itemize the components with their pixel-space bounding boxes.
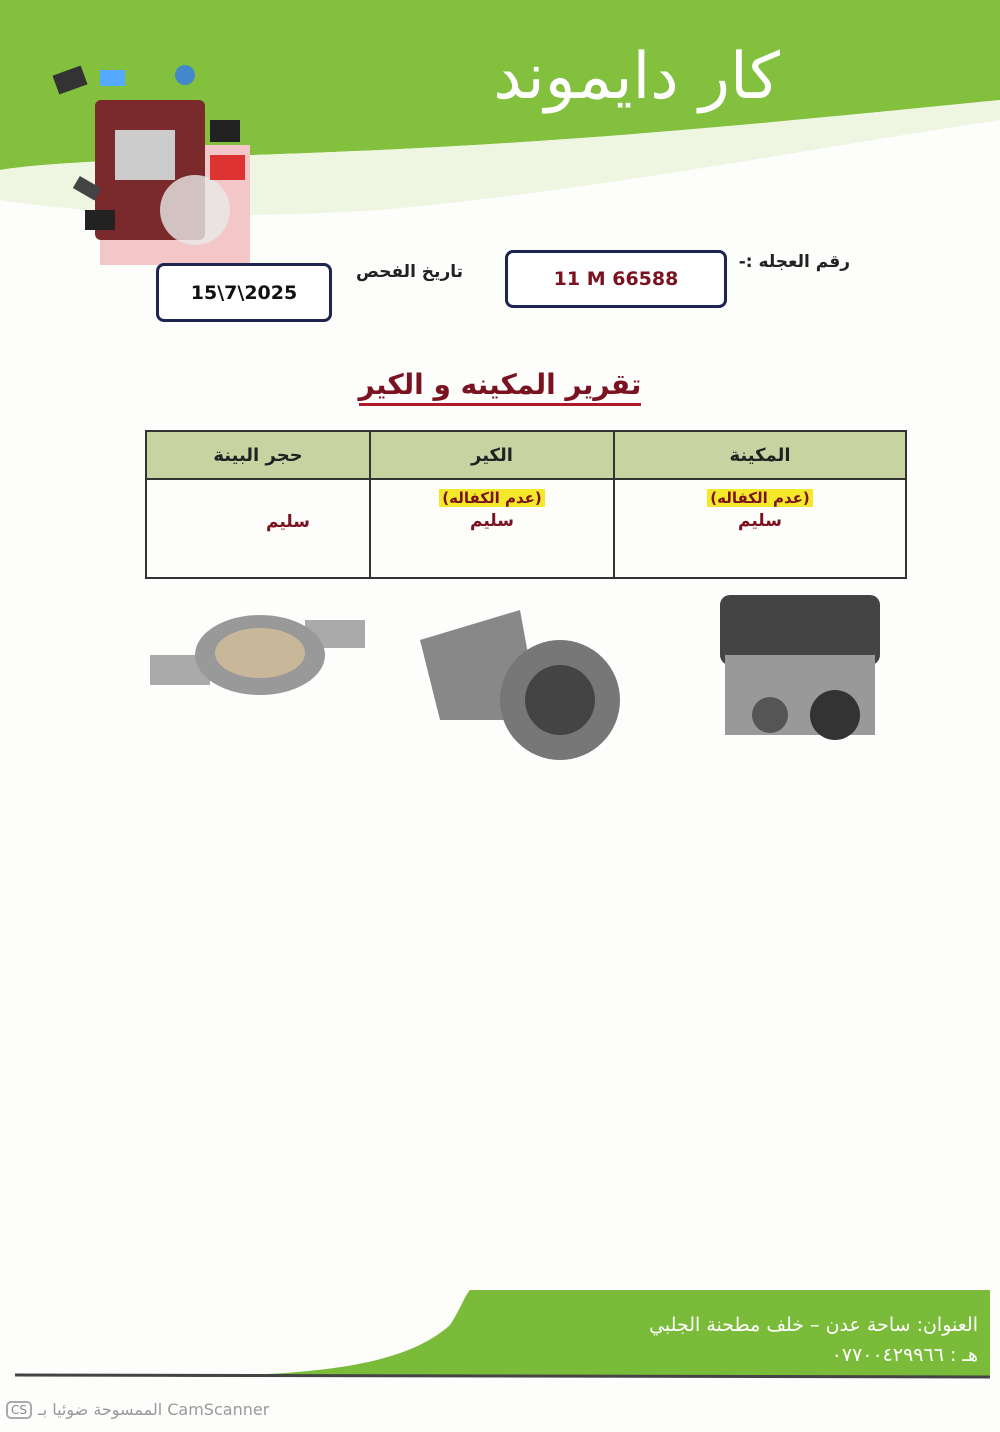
engine-image [710,575,890,750]
vehicle-number-field: 11 M 66588 [505,250,727,308]
brand-name: كار دايموند [493,40,780,114]
report-title: تقرير المكينه و الكير [359,368,642,406]
logo-tools-collage [45,60,255,270]
footer-phone: هـ : ٠٧٧٠٠٤٢٩٩٦٦ [831,1344,978,1366]
report-title-wrap [0,368,1000,401]
camscanner-text: الممسوحة ضوئيا بـ CamScanner [38,1400,270,1419]
catalytic-converter-image [145,595,375,725]
gearbox-status: سليم [470,511,514,531]
gearbox-cell [370,479,614,578]
footer-contact [649,1310,978,1370]
table-header-row [146,431,906,479]
vehicle-number-label: رقم العجله :- [738,252,850,272]
table-row [146,479,906,578]
inspection-date-field: 15\7\2025 [156,263,332,322]
camscanner-watermark [6,1400,269,1419]
no-warranty-badge: (عدم الكفاله) [439,489,545,507]
inspection-date-label: تاريخ الفحص [356,262,463,282]
inspection-table [145,430,907,579]
engine-cell [614,479,906,578]
gearbox-image [410,600,620,775]
engine-status: سليم [738,511,782,531]
catalytic-status: سليم [266,512,310,532]
camscanner-icon: CS [6,1401,32,1419]
no-warranty-badge: (عدم الكفاله) [707,489,813,507]
header-engine: المكينة [614,431,906,479]
header-gearbox: الكير [370,431,614,479]
header-catalytic: حجر البينة [146,431,370,479]
catalytic-cell [146,479,370,578]
footer-address: العنوان: ساحة عدن – خلف مطحنة الجلبي [649,1314,978,1336]
